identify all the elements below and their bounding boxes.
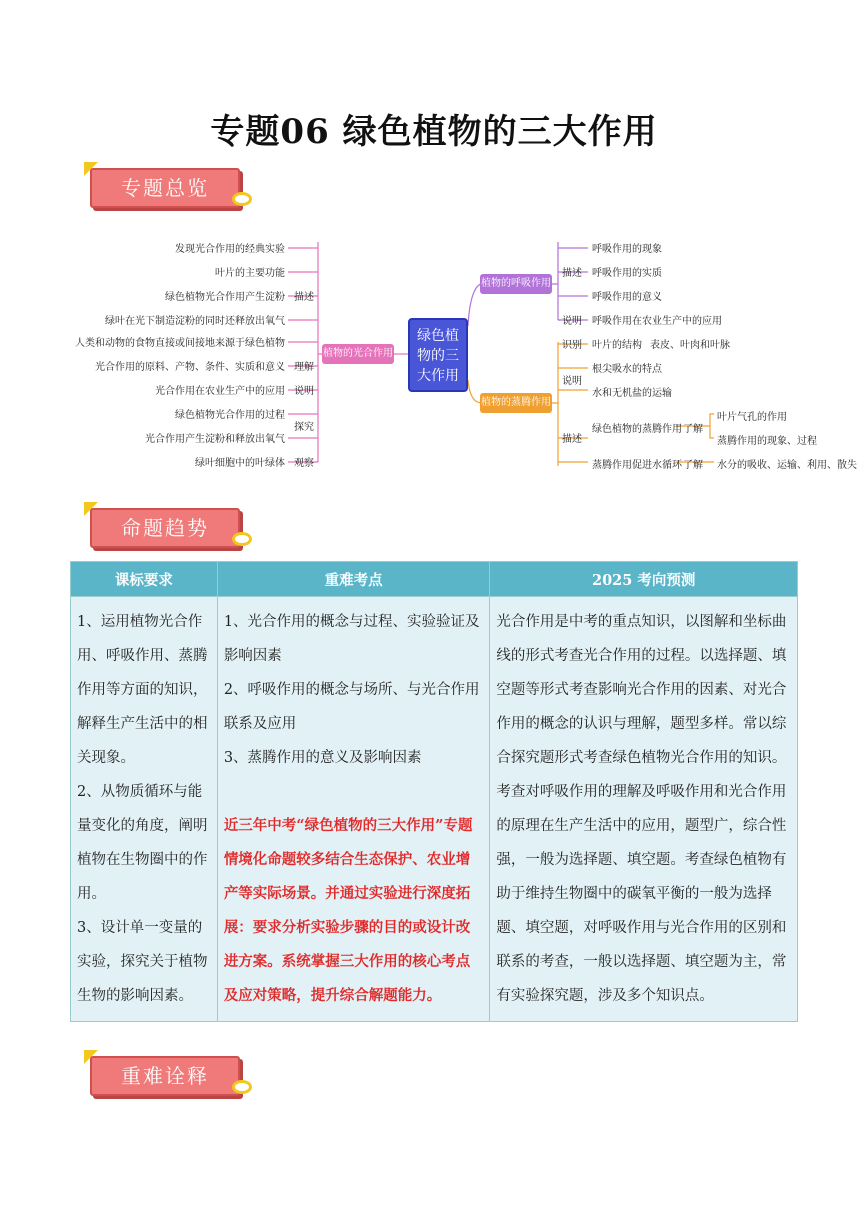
section-banner-trend <box>84 502 254 550</box>
mm-rel: 描述 <box>294 292 314 303</box>
node-respiration: 植物的呼吸作用 <box>480 274 552 294</box>
section-banner-explain <box>84 1050 254 1098</box>
section-label: 重难诠释 <box>121 1064 209 1088</box>
mm-item: 呼吸作用在农业生产中的应用 <box>592 316 722 327</box>
mm-item: 叶片的主要功能 <box>215 268 285 279</box>
mm-item: 水分的吸收、运输、利用、散失 <box>717 460 857 471</box>
node-transpiration: 植物的蒸腾作用 <box>480 393 552 413</box>
mm-rel: 说明 <box>562 376 582 387</box>
section-label: 专题总览 <box>121 176 209 200</box>
mm-item: 根尖吸水的特点 <box>592 364 662 375</box>
mm-rel: 了解 <box>683 424 703 435</box>
mm-item: 呼吸作用的现象 <box>592 244 662 255</box>
section-banner-overview <box>84 162 254 210</box>
mm-rel: 探究 <box>294 422 314 433</box>
mm-item: 呼吸作用的意义 <box>592 292 662 303</box>
ring-icon <box>232 192 252 206</box>
mm-rel: 描述 <box>562 268 582 279</box>
mm-item: 人类和动物的食物直接或间接地来源于绿色植物 <box>75 338 285 349</box>
highlight-text: 近三年中考“绿色植物的三大作用”专题情境化命题较多结合生态保护、农业增产等实际场景。并通过实验进行深度拓展：要求分析实验步骤的目的或设计改进方案。系统掌握三大作用的核心考点及应对策略，提升综合解题能力。 <box>223 817 473 1004</box>
table-header: 课标要求 <box>71 562 218 597</box>
mm-rel: 说明 <box>294 386 314 397</box>
mm-rel: 描述 <box>562 434 582 445</box>
mm-item: 蒸腾作用促进水循环 <box>592 460 682 471</box>
trend-table <box>70 561 798 1022</box>
mm-item: 蒸腾作用的现象、过程 <box>717 436 817 447</box>
mm-item: 绿叶细胞中的叶绿体 <box>195 458 285 469</box>
mm-item: 水和无机盐的运输 <box>592 388 672 399</box>
mm-item: 叶片的结构 <box>592 340 642 351</box>
mm-rel: 识别 <box>562 340 582 351</box>
mm-rel: 说明 <box>562 316 582 327</box>
table-header: 重难考点 <box>217 562 490 597</box>
ring-icon <box>232 1080 252 1094</box>
mm-item: 绿色植物光合作用的过程 <box>175 410 285 421</box>
section-label: 命题趋势 <box>121 516 209 540</box>
table-header: 2025 考向预测 <box>490 562 798 597</box>
table-cell-keypoints: 1、光合作用的概念与过程、实验验证及影响因素 2、呼吸作用的概念与场所、与光合作用联系及应用 3、蒸腾作用的意义及影响因素 近三年中考“绿色植物的三大作用”专题情境化命题较多结合生态保护、农业增产等实际场景。并通过实验进行深度拓展：要求分析实验步骤的目的或设计改进方案。系统掌握三大作用的核心考点及应对策略，提升综合解题能力。 <box>217 597 490 1022</box>
mind-map <box>0 230 868 480</box>
mm-item: 光合作用在农业生产中的应用 <box>155 386 285 397</box>
mm-item: 表皮、叶肉和叶脉 <box>650 340 730 351</box>
mm-item: 绿叶在光下制造淀粉的同时还释放出氧气 <box>105 316 285 327</box>
table-cell-standards: 1、运用植物光合作用、呼吸作用、蒸腾作用等方面的知识，解释生产生活中的相关现象。 2、从物质循环与能量变化的角度，阐明植物在生物圈中的作用。 3、设计单一变量的实验，探究关于植物生物的影响因素。 <box>71 597 218 1022</box>
node-photosynthesis: 植物的光合作用 <box>322 344 394 364</box>
table-cell-forecast: 光合作用是中考的重点知识，以图解和坐标曲线的形式考查光合作用的过程。以选择题、填空题等形式考查影响光合作用的因素、对光合作用的概念的认识与理解，题型多样。常以综合探究题形式考查绿色植物光合作用的知识。考查对呼吸作用的理解及呼吸作用和光合作用的原理在生产生活中的应用，题型广，综合性强，一般为选择题、填空题。考查绿色植物有助于维持生物圈中的碳氧平衡的一般为选择题、填空题，对呼吸作用与光合作用的区别和联系的考查，一般以选择题、填空题为主，常有实验探究题，涉及多个知识点。 <box>490 597 798 1022</box>
mm-item: 呼吸作用的实质 <box>592 268 662 279</box>
mm-item: 光合作用的原料、产物、条件、实质和意义 <box>95 362 285 373</box>
mm-rel: 了解 <box>683 460 703 471</box>
mm-item: 发现光合作用的经典实验 <box>175 244 285 255</box>
ring-icon <box>232 532 252 546</box>
mm-rel: 理解 <box>294 362 314 373</box>
mm-item: 绿色植物的蒸腾作用 <box>592 424 682 435</box>
page-title: 专题06 绿色植物的三大作用 <box>210 112 658 152</box>
center-node: 绿色植 物的三 大作用 <box>408 318 468 392</box>
mm-rel: 观察 <box>294 458 314 469</box>
mm-item: 叶片气孔的作用 <box>717 412 787 423</box>
mm-item: 光合作用产生淀粉和释放出氧气 <box>145 434 285 445</box>
mm-item: 绿色植物光合作用产生淀粉 <box>165 292 285 303</box>
